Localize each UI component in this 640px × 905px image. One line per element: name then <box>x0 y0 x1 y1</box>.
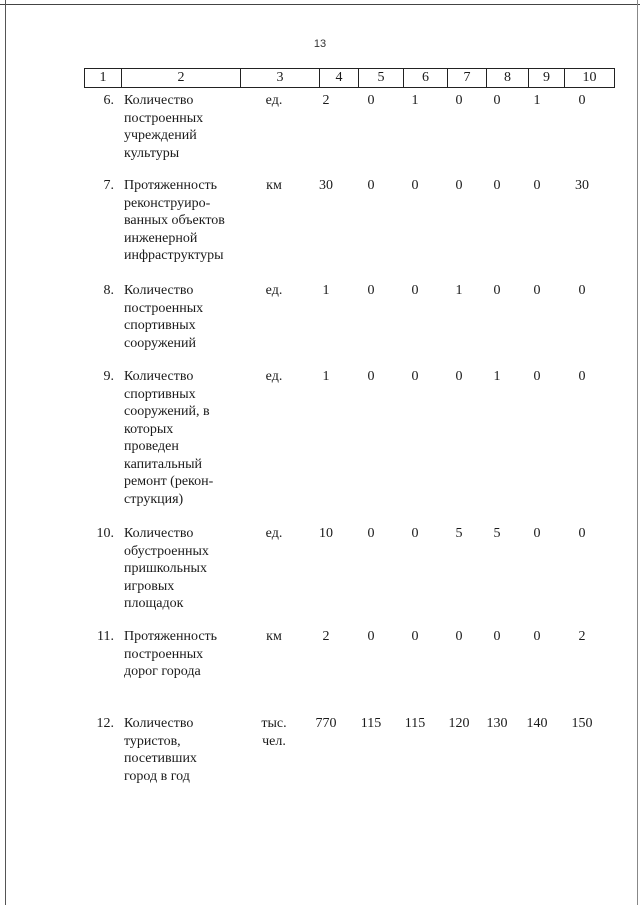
unit-line: км <box>266 178 282 193</box>
value-col-10: 150 <box>571 716 593 731</box>
value-col-5: 0 <box>367 629 375 644</box>
indicator-name-line: Количество <box>124 283 194 298</box>
indicator-name-line: сооружений, в <box>124 404 210 419</box>
value-col-4: 1 <box>322 369 330 384</box>
header-col-5: 5 <box>359 69 404 88</box>
value-col-5: 0 <box>367 369 375 384</box>
value-col-7: 0 <box>455 178 463 193</box>
indicator-name-line: туристов, <box>124 733 181 749</box>
indicator-name-line: Протяженность <box>124 629 218 644</box>
indicator-name-line: инфраструктуры <box>124 248 224 263</box>
row-number: 8. <box>103 283 114 298</box>
indicator-name-line: Протяженность <box>124 178 218 193</box>
value-col-10: 2 <box>578 629 586 644</box>
header-col-6: 6 <box>404 69 448 88</box>
unit-of-measure <box>252 368 296 386</box>
row-number: 10. <box>96 526 114 541</box>
scan-right-edge <box>637 0 638 905</box>
header-col-4: 4 <box>320 69 359 88</box>
indicator-name-line: игровых <box>124 578 175 594</box>
indicator-name-line: капитальный <box>124 456 202 472</box>
unit-of-measure <box>252 525 296 543</box>
value-col-5: 0 <box>367 178 375 193</box>
indicator-name-line: проведен <box>124 439 179 454</box>
row-number: 7. <box>103 178 114 193</box>
header-col-9: 9 <box>529 69 565 88</box>
value-col-6: 1 <box>411 93 419 108</box>
indicator-name-line: инженерной <box>124 230 198 246</box>
value-col-4: 2 <box>322 629 330 644</box>
value-col-8: 0 <box>493 283 501 298</box>
value-col-8: 130 <box>486 716 508 731</box>
unit-of-measure <box>252 628 296 646</box>
unit-line: ед. <box>265 369 283 384</box>
value-col-6: 115 <box>404 716 426 731</box>
value-col-10: 0 <box>578 526 586 541</box>
value-col-5: 0 <box>367 283 375 298</box>
indicator-name-line: культуры <box>124 145 180 161</box>
scan-left-edge <box>5 0 6 905</box>
value-col-9: 0 <box>533 178 541 193</box>
indicator-name-line: обустроенных <box>124 543 209 559</box>
indicator-name-line: город в год <box>124 768 190 784</box>
unit-line: км <box>266 629 282 644</box>
row-number: 6. <box>103 93 114 108</box>
indicator-name <box>124 715 240 785</box>
value-col-6: 0 <box>411 283 419 298</box>
value-col-10: 0 <box>578 283 586 298</box>
indicator-name-line: спортивных <box>124 318 196 333</box>
unit-of-measure <box>252 282 296 300</box>
value-col-8: 0 <box>493 178 501 193</box>
value-col-7: 0 <box>455 629 463 644</box>
row-number: 9. <box>103 369 114 384</box>
header-col-3: 3 <box>241 69 320 88</box>
value-col-9: 140 <box>526 716 548 731</box>
row-number: 11. <box>97 629 114 644</box>
unit-line: ед. <box>265 283 283 298</box>
header-col-8: 8 <box>487 69 529 88</box>
indicator-name-line: Количество <box>124 526 194 541</box>
value-col-8: 1 <box>493 369 501 384</box>
value-col-8: 0 <box>493 93 501 108</box>
value-col-4: 2 <box>322 93 330 108</box>
indicator-name-line: спортивных <box>124 386 196 402</box>
row-number: 12. <box>96 716 114 731</box>
value-col-4: 30 <box>319 178 333 193</box>
indicator-name-line: дорог города <box>124 664 201 679</box>
value-col-7: 0 <box>455 369 463 384</box>
indicator-name-line: построенных <box>124 646 204 662</box>
indicator-name <box>124 628 240 681</box>
value-col-10: 0 <box>578 93 586 108</box>
unit-line: ед. <box>265 93 283 108</box>
indicator-name-line: ванных объектов <box>124 213 225 228</box>
value-col-5: 115 <box>360 716 382 731</box>
value-col-9: 0 <box>533 283 541 298</box>
indicator-name-line: которых <box>124 421 174 437</box>
value-col-9: 1 <box>533 93 541 108</box>
indicator-name-line: ремонт (рекон- <box>124 474 214 489</box>
unit-of-measure <box>252 92 296 110</box>
scan-top-edge <box>0 4 640 5</box>
page-number: 13 <box>313 38 327 50</box>
indicator-name-line: учреждений <box>124 128 197 143</box>
unit-line: чел. <box>262 733 286 749</box>
unit-line: тыс. <box>261 716 287 731</box>
header-row <box>85 69 615 88</box>
header-col-2: 2 <box>122 69 241 88</box>
value-col-7: 120 <box>448 716 470 731</box>
indicator-name-line: Количество <box>124 716 194 731</box>
value-col-8: 0 <box>493 629 501 644</box>
indicator-name-line: Количество <box>124 369 194 384</box>
value-col-5: 0 <box>367 93 375 108</box>
value-col-5: 0 <box>367 526 375 541</box>
indicator-name-line: реконструиро- <box>124 195 211 211</box>
indicator-name <box>124 368 240 508</box>
value-col-4: 770 <box>315 716 337 731</box>
value-col-10: 30 <box>575 178 589 193</box>
indicator-name-line: построенных <box>124 110 204 126</box>
value-col-7: 1 <box>455 283 463 298</box>
value-col-9: 0 <box>533 629 541 644</box>
value-col-4: 1 <box>322 283 330 298</box>
value-col-9: 0 <box>533 369 541 384</box>
header-col-1: 1 <box>85 69 122 88</box>
value-col-8: 5 <box>493 526 501 541</box>
indicator-name-line: площадок <box>124 596 184 611</box>
indicator-name <box>124 177 240 265</box>
unit-line: ед. <box>265 526 283 541</box>
indicator-name <box>124 525 240 613</box>
column-header-table <box>84 68 615 88</box>
value-col-6: 0 <box>411 369 419 384</box>
indicator-name <box>124 92 240 162</box>
indicator-name-line: струкция) <box>124 491 184 507</box>
value-col-6: 0 <box>411 629 419 644</box>
indicator-name-line: Количество <box>124 93 194 108</box>
indicator-name-line: построенных <box>124 300 204 316</box>
indicator-name-line: сооружений <box>124 335 197 351</box>
value-col-6: 0 <box>411 526 419 541</box>
header-col-7: 7 <box>448 69 487 88</box>
value-col-9: 0 <box>533 526 541 541</box>
indicator-name-line: пришкольных <box>124 561 207 576</box>
value-col-7: 5 <box>455 526 463 541</box>
unit-of-measure <box>252 715 296 750</box>
value-col-4: 10 <box>319 526 333 541</box>
indicator-name-line: посетивших <box>124 751 197 766</box>
value-col-7: 0 <box>455 93 463 108</box>
unit-of-measure <box>252 177 296 195</box>
header-col-10: 10 <box>565 69 615 88</box>
value-col-10: 0 <box>578 369 586 384</box>
value-col-6: 0 <box>411 178 419 193</box>
indicator-name <box>124 282 240 352</box>
